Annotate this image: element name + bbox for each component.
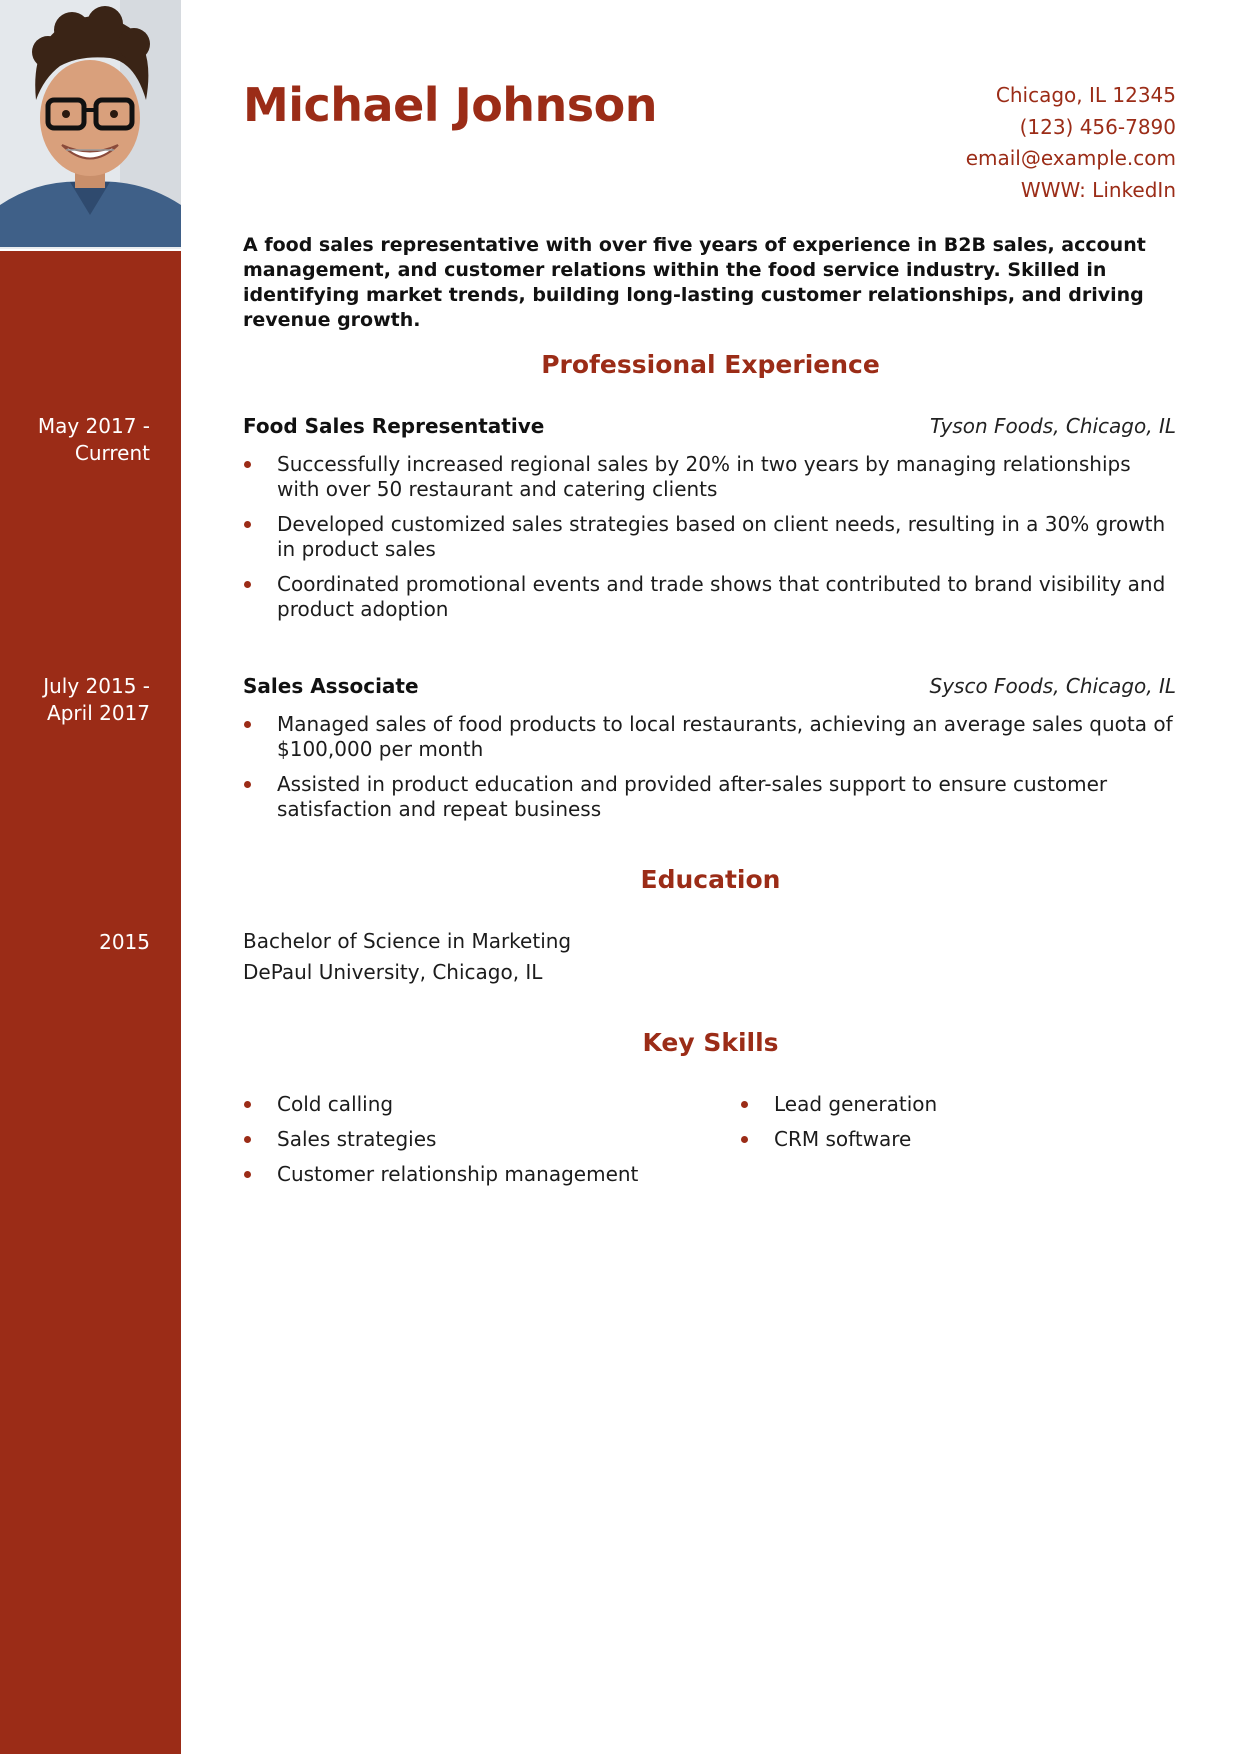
- job-1-date-end: Current: [74, 441, 150, 465]
- job-2-company: Sysco Foods, Chicago, IL: [929, 674, 1176, 698]
- job-2-title: Sales Associate: [243, 674, 419, 698]
- education-degree: Bachelor of Science in Marketing: [243, 929, 572, 953]
- profile-photo: [0, 0, 181, 251]
- job-2-date-start: July 2015 -: [43, 674, 150, 698]
- bullet-dot-icon: [244, 1101, 251, 1108]
- contact-linkedin[interactable]: WWW: LinkedIn: [1020, 177, 1176, 202]
- job-1-dates: [0, 413, 150, 467]
- job-1-company: Tyson Foods, Chicago, IL: [930, 414, 1176, 438]
- list-item: Managed sales of food products to local restaurants, achieving an average sales quota of $100,000 per month: [243, 712, 1178, 762]
- list-item: Successfully increased regional sales by 20% in two years by managing relationships with over 50 restaurant and catering clients: [243, 452, 1178, 502]
- education-year: 2015: [99, 930, 150, 954]
- education-school: DePaul University, Chicago, IL: [243, 960, 543, 984]
- list-item: Assisted in product education and provided after-sales support to ensure customer satisfaction and repeat business: [243, 772, 1178, 822]
- education-heading: Education: [640, 865, 781, 894]
- job-1-title: Food Sales Representative: [243, 414, 545, 438]
- skills-heading: Key Skills: [642, 1028, 779, 1057]
- bullet-dot-icon: [244, 781, 251, 788]
- contact-email[interactable]: email@example.com: [965, 146, 1176, 170]
- skill-item: Customer relationship management: [243, 1162, 638, 1187]
- contact-block: [966, 80, 1176, 206]
- job-1-date-start: May 2017 -: [37, 414, 150, 438]
- job-1-bullets: [243, 452, 1178, 632]
- skill-item: Lead generation: [740, 1092, 937, 1117]
- sidebar: [0, 0, 181, 1754]
- professional-summary: A food sales representative with over five years of experience in B2B sales, account management, and customer relations within the food service industry. Skilled in identifying market trends, building long-lasting customer relationships, and driving revenue growth.: [243, 234, 1146, 331]
- candidate-name: Michael Johnson: [243, 78, 658, 132]
- bullet-dot-icon: [741, 1136, 748, 1143]
- bullet-dot-icon: [244, 1171, 251, 1178]
- list-item: Coordinated promotional events and trade shows that contributed to brand visibility and product adoption: [243, 572, 1178, 622]
- skill-item: Sales strategies: [243, 1127, 638, 1152]
- bullet-dot-icon: [741, 1101, 748, 1108]
- job-2-bullets: [243, 712, 1178, 832]
- contact-phone: (123) 456-7890: [1019, 114, 1176, 139]
- experience-heading: Professional Experience: [541, 350, 880, 379]
- skills-right-column: [740, 1092, 937, 1162]
- bullet-dot-icon: [244, 721, 251, 728]
- list-item: Developed customized sales strategies based on client needs, resulting in a 30% growth in product sales: [243, 512, 1178, 562]
- skill-item: CRM software: [740, 1127, 937, 1152]
- skills-left-column: [243, 1092, 638, 1197]
- portrait-image: [0, 0, 181, 247]
- bullet-dot-icon: [244, 581, 251, 588]
- bullet-dot-icon: [244, 1136, 251, 1143]
- bullet-dot-icon: [244, 461, 251, 468]
- bullet-dot-icon: [244, 521, 251, 528]
- job-2-date-end: April 2017: [47, 701, 150, 725]
- contact-address: Chicago, IL 12345: [995, 83, 1176, 107]
- job-2-dates: [0, 673, 150, 727]
- skill-item: Cold calling: [243, 1092, 638, 1117]
